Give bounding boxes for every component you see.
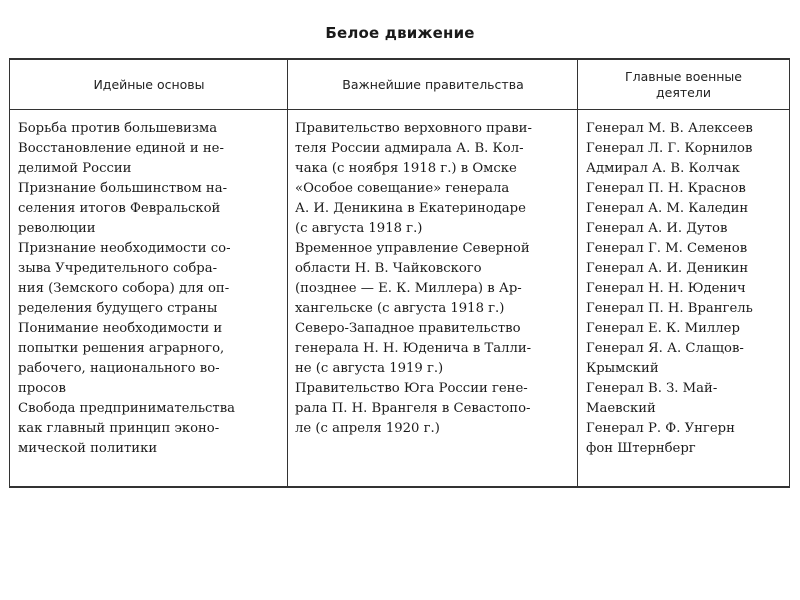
ideological-foundations-column bbox=[18, 119, 235, 459]
ideological-foundations-line: ределения будущего страны bbox=[18, 301, 218, 316]
military-leader-line: Генерал П. Н. Краснов bbox=[586, 181, 746, 196]
government-line: теля России адмирала А. В. Кол- bbox=[295, 141, 524, 156]
white-movement-table bbox=[9, 58, 790, 488]
ideological-foundations-line: как главный принцип эконо- bbox=[18, 421, 220, 436]
page-title: Белое движение bbox=[325, 24, 475, 42]
government-line: (позднее — Е. К. Миллера) в Ар- bbox=[295, 281, 522, 296]
ideological-foundations-line: Признание большинством на- bbox=[18, 181, 228, 196]
military-leaders-column bbox=[586, 119, 753, 459]
ideological-foundations-line: Понимание необходимости и bbox=[18, 321, 223, 336]
government-line: не (с августа 1919 г.) bbox=[295, 361, 444, 376]
header-major-governments: Важнейшие правительства bbox=[342, 77, 524, 92]
government-line: области Н. В. Чайковского bbox=[295, 261, 482, 276]
ideological-foundations-line: мической политики bbox=[18, 441, 158, 456]
military-leader-line: Генерал Е. К. Миллер bbox=[586, 321, 740, 336]
ideological-foundations-line: рабочего, национального во- bbox=[18, 361, 220, 376]
ideological-foundations-line: Свобода предпринимательства bbox=[18, 401, 236, 416]
ideological-foundations-line: революции bbox=[18, 221, 96, 236]
military-leader-line: Маевский bbox=[586, 401, 656, 416]
ideological-foundations-line: Борьба против большевизма bbox=[18, 121, 218, 136]
header-military-leaders-line1: Главные военные bbox=[625, 69, 742, 84]
government-line: Правительство Юга России гене- bbox=[295, 381, 528, 396]
government-line: Правительство верховного прави- bbox=[295, 121, 532, 136]
military-leader-line: Крымский bbox=[586, 361, 659, 376]
government-line: А. И. Деникина в Екатеринодаре bbox=[295, 201, 526, 216]
ideological-foundations-line: делимой России bbox=[18, 161, 132, 176]
military-leader-line: Генерал Г. М. Семенов bbox=[586, 241, 748, 256]
military-leader-line: фон Штернберг bbox=[586, 441, 696, 456]
government-line: (с августа 1918 г.) bbox=[295, 221, 423, 236]
ideological-foundations-line: Признание необходимости со- bbox=[18, 241, 231, 256]
military-leader-line: Генерал Н. Н. Юденич bbox=[586, 281, 746, 296]
military-leader-line: Генерал А. М. Каледин bbox=[586, 201, 749, 216]
column-divider-2 bbox=[577, 60, 578, 488]
ideological-foundations-line: селения итогов Февральской bbox=[18, 201, 221, 216]
government-line: генерала Н. Н. Юденича в Талли- bbox=[295, 341, 532, 356]
military-leader-line: Генерал М. В. Алексеев bbox=[586, 121, 753, 136]
government-line: чака (с ноября 1918 г.) в Омске bbox=[295, 161, 517, 176]
ideological-foundations-line: попытки решения аграрного, bbox=[18, 341, 225, 356]
military-leader-line: Адмирал А. В. Колчак bbox=[586, 161, 740, 176]
military-leader-line: Генерал Л. Г. Корнилов bbox=[586, 141, 753, 156]
government-line: ле (с апреля 1920 г.) bbox=[295, 421, 440, 436]
header-military-leaders bbox=[578, 60, 789, 110]
government-line: «Особое совещание» генерала bbox=[295, 181, 510, 196]
military-leader-line: Генерал А. И. Дутов bbox=[586, 221, 728, 236]
major-governments-column bbox=[295, 119, 532, 439]
table-header-row bbox=[10, 60, 789, 110]
government-line: рала П. Н. Врангеля в Севастопо- bbox=[295, 401, 531, 416]
government-line: Северо-Западное правительство bbox=[295, 321, 521, 336]
column-divider-1 bbox=[287, 60, 288, 488]
ideological-foundations-line: Восстановление единой и не- bbox=[18, 141, 224, 156]
ideological-foundations-line: ния (Земского собора) для оп- bbox=[18, 281, 230, 296]
header-military-leaders-line2: деятели bbox=[656, 85, 711, 100]
header-ideological-foundations: Идейные основы bbox=[93, 77, 205, 92]
military-leader-line: Генерал А. И. Деникин bbox=[586, 261, 749, 276]
government-line: Временное управление Северной bbox=[295, 241, 530, 256]
military-leader-line: Генерал П. Н. Врангель bbox=[586, 301, 753, 316]
ideological-foundations-line: просов bbox=[18, 381, 66, 396]
military-leader-line: Генерал В. З. Май- bbox=[586, 381, 718, 396]
government-line: хангельске (с августа 1918 г.) bbox=[295, 301, 505, 316]
ideological-foundations-line: зыва Учредительного собра- bbox=[18, 261, 218, 276]
military-leader-line: Генерал Р. Ф. Унгерн bbox=[586, 421, 735, 436]
military-leader-line: Генерал Я. А. Слащов- bbox=[586, 341, 744, 356]
